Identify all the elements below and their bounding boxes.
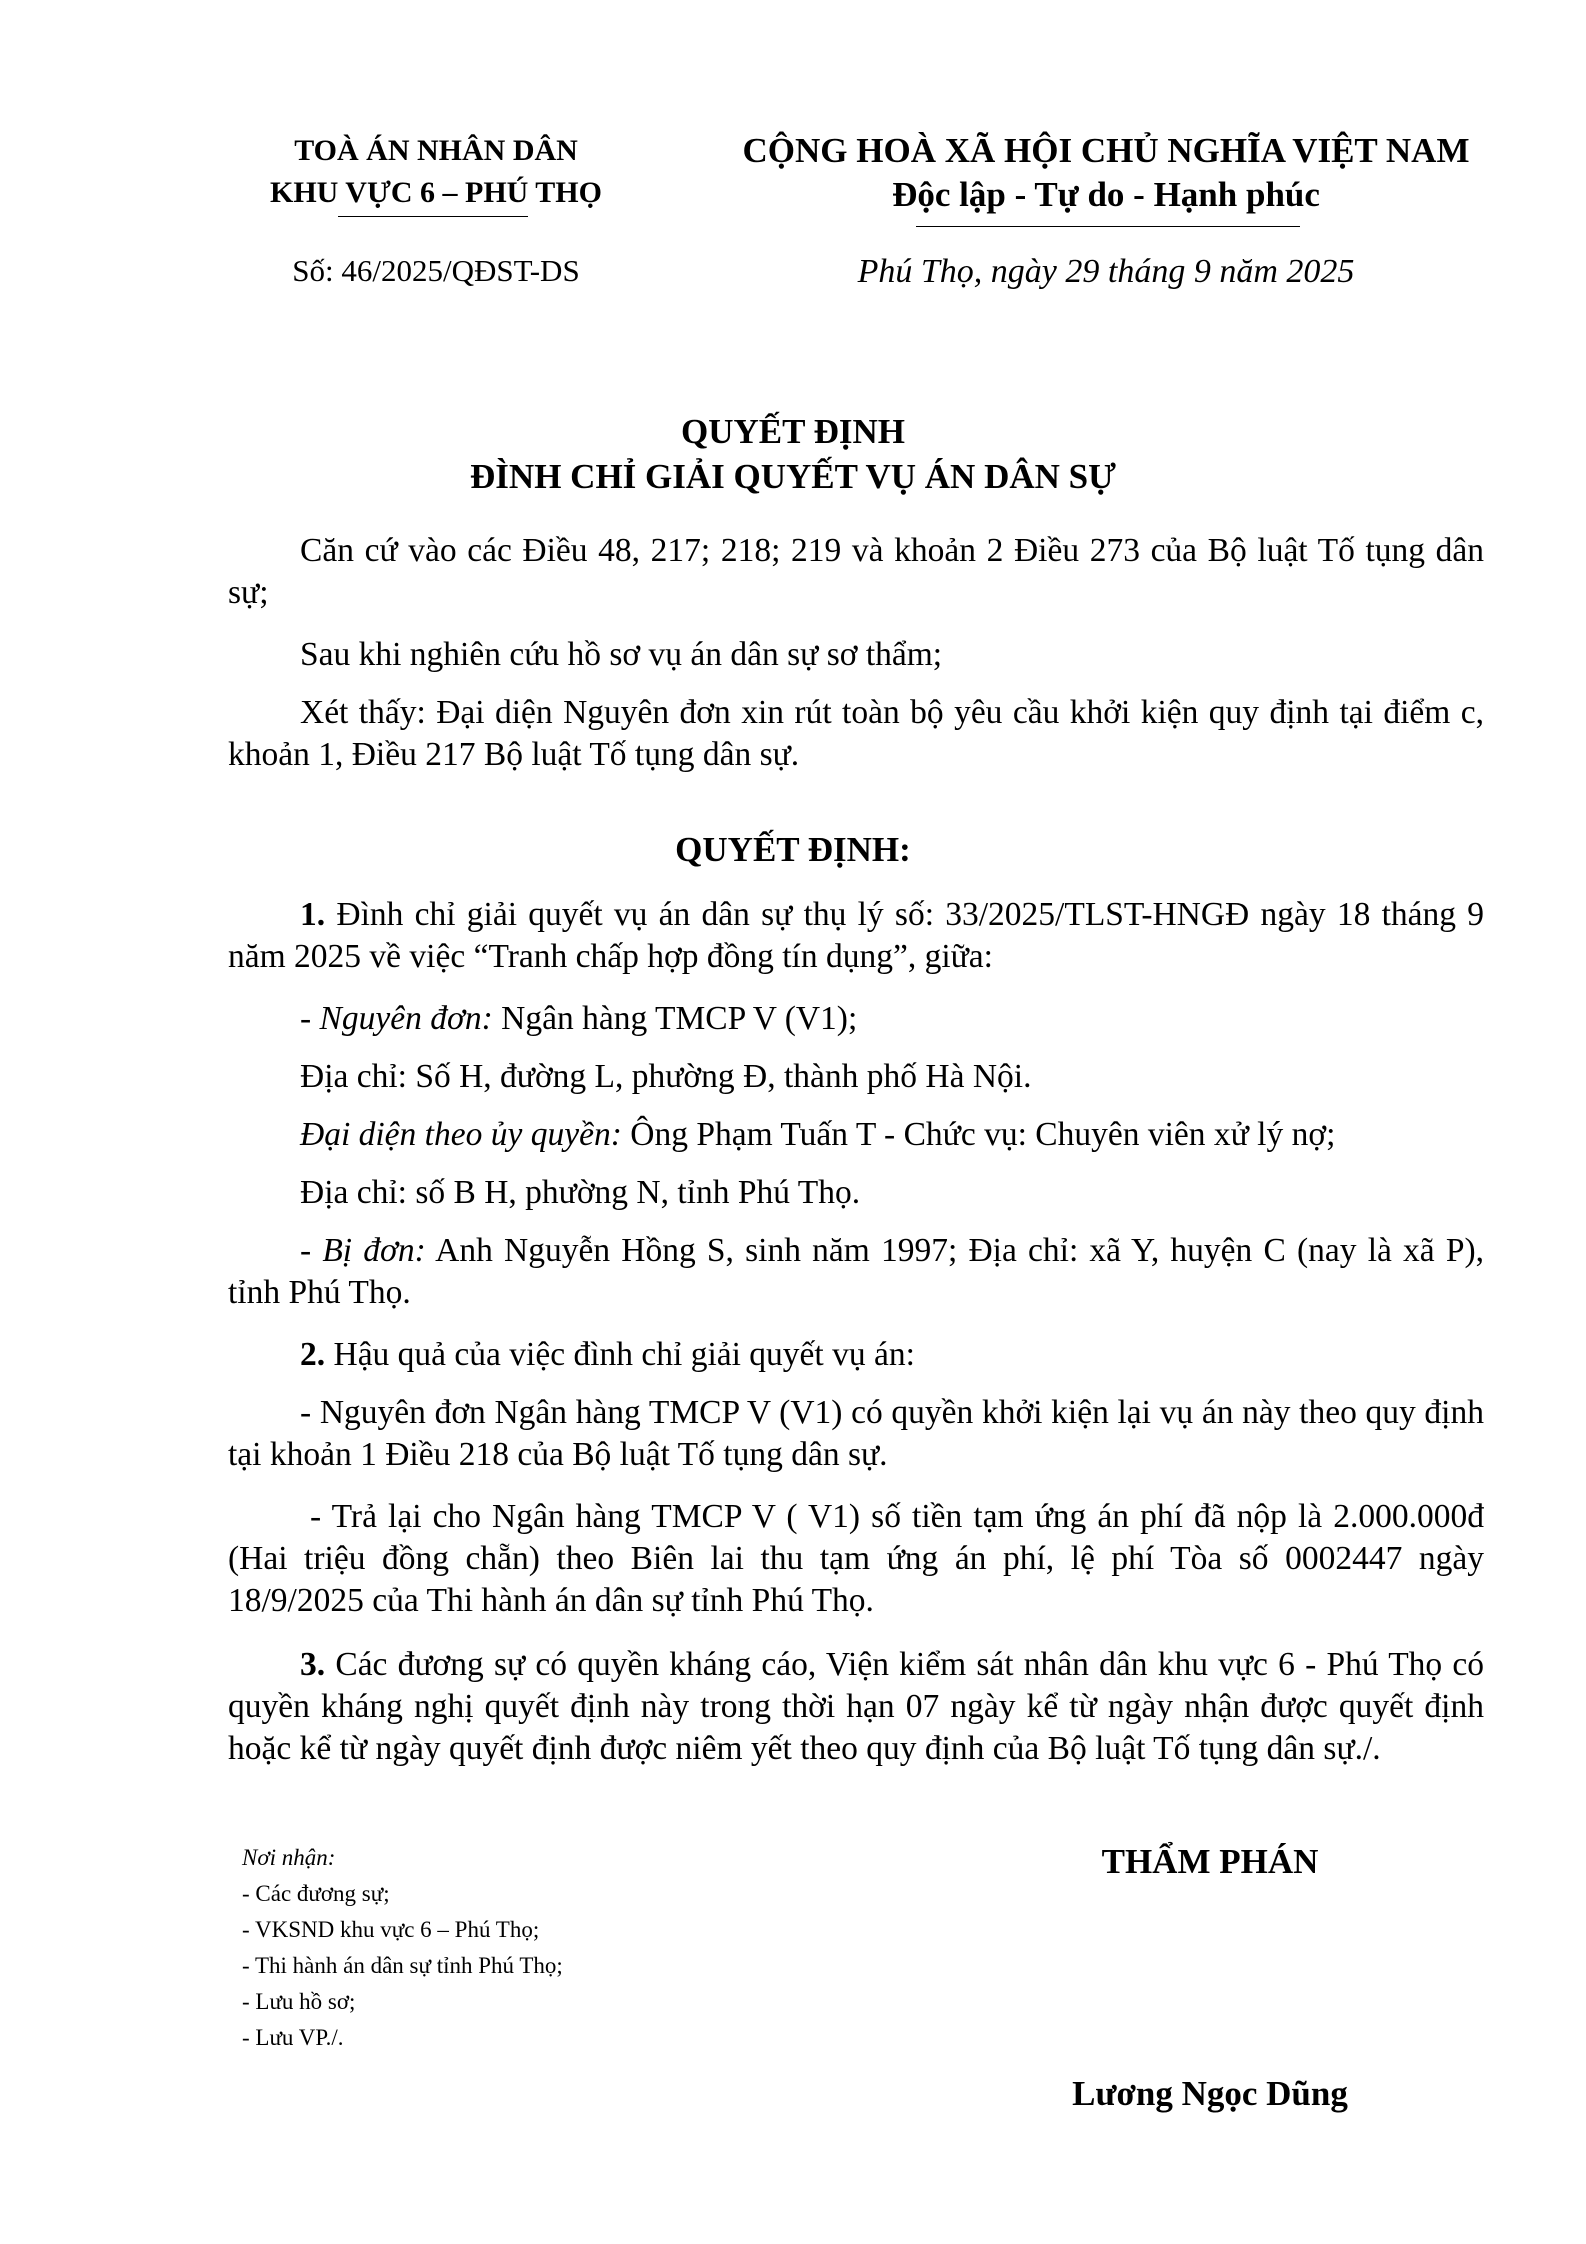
recipient-item: - Các đương sự; [242,1881,390,1906]
preamble-finding: Xét thấy: Đại diện Nguyên đơn xin rút toàn bộ yêu cầu khởi kiện quy định tại điểm c, khoản 1, Điều 217 Bộ luật Tố tụng dân sự. [228,694,1484,773]
recipient-item: - Thi hành án dân sự tỉnh Phú Thọ; [242,1953,563,1978]
place-date: Phú Thọ, ngày 29 tháng 9 năm 2025 [857,253,1355,290]
plaintiff-address: Địa chỉ: Số H, đường L, phường Đ, thành phố Hà Nội. [300,1058,1032,1095]
nation-motto: Độc lập - Tự do - Hạnh phúc [892,175,1320,214]
decision-number: Số: 46/2025/QĐST-DS [292,253,580,288]
representative-label: Đại diện theo ủy quyền: [300,1116,622,1153]
representative-line [300,1114,1335,1156]
motto-underline [916,226,1300,227]
plaintiff-value: Ngân hàng TMCP V (V1); [501,1000,858,1037]
court-underline [338,216,528,217]
document-subtitle: ĐÌNH CHỈ GIẢI QUYẾT VỤ ÁN DÂN SỰ [470,457,1116,496]
item-2-bullet-1: - Nguyên đơn Ngân hàng TMCP V (V1) có quyền khởi kiện lại vụ án này theo quy định tại khoản 1 Điều 218 của Bộ luật Tố tụng dân sự. [228,1394,1484,1473]
item-2-bullet-2: - Trả lại cho Ngân hàng TMCP V ( V1) số tiền tạm ứng án phí đã nộp là 2.000.000đ (Hai triệu đồng chẵn) theo Biên lai thu tạm ứng án phí, lệ phí Tòa số 0002447 ngày 18/9/2025 của Thi hành án dân sự tỉnh Phú Thọ. [228,1498,1484,1619]
recipient-item: - Lưu VP./. [242,2025,344,2050]
preamble-study: Sau khi nghiên cứu hồ sơ vụ án dân sự sơ thẩm; [300,636,943,673]
court-name-line2: KHU VỰC 6 – PHÚ THỌ [270,176,602,209]
court-name-line1: TOÀ ÁN NHÂN DÂN [294,134,578,167]
preamble-legal-basis: Căn cứ vào các Điều 48, 217; 218; 219 và khoản 2 Điều 273 của Bộ luật Tố tụng dân sự; [228,532,1484,611]
item-3: 3. Các đương sự có quyền kháng cáo, Viện kiểm sát nhân dân khu vực 6 - Phú Thọ có quyền kháng nghị quyết định này trong thời hạn 07 ngày kể từ ngày nhận được quyết định hoặc kể từ ngày quyết định được niêm yết theo quy định của Bộ luật Tố tụng dân sự./. [228,1646,1485,1767]
recipients-label: Nơi nhận: [242,1845,336,1870]
plaintiff-line [300,998,857,1040]
representative-address: Địa chỉ: số B H, phường N, tỉnh Phú Thọ. [300,1174,861,1211]
item-3-number: 3. [300,1646,326,1683]
defendant-line [228,1230,1484,1314]
plaintiff-label: - Nguyên đơn: [300,1000,493,1037]
recipient-item: - VKSND khu vực 6 – Phú Thọ; [242,1917,540,1942]
recipient-item: - Lưu hồ sơ; [242,1989,356,2014]
court-name [236,130,636,214]
signer-title: THẨM PHÁN [1101,1842,1319,1881]
decision-heading: QUYẾT ĐỊNH: [675,830,911,869]
item-1-number: 1. [300,896,326,933]
item-2-number: 2. [300,1336,326,1373]
signer-name: Lương Ngọc Dũng [1072,2074,1348,2113]
nation-title: CỘNG HOÀ XÃ HỘI CHỦ NGHĨA VIỆT NAM [742,131,1470,170]
item-1: 1. Đình chỉ giải quyết vụ án dân sự thụ lý số: 33/2025/TLST-HNGĐ ngày 18 tháng 9 năm 2025 về việc “Tranh chấp hợp đồng tín dụng”, giữa: [228,896,1485,975]
document-title: QUYẾT ĐỊNH [681,412,905,451]
representative-value: Ông Phạm Tuấn T - Chức vụ: Chuyên viên xử lý nợ; [630,1116,1336,1153]
defendant-value: Anh Nguyễn Hồng S, sinh năm 1997; Địa chỉ: xã Y, huyện C (nay là xã P), tỉnh Phú Thọ. [228,1232,1485,1311]
defendant-label: - Bị đơn: [300,1232,426,1269]
item-2: 2. Hậu quả của việc đình chỉ giải quyết vụ án: [300,1336,915,1373]
